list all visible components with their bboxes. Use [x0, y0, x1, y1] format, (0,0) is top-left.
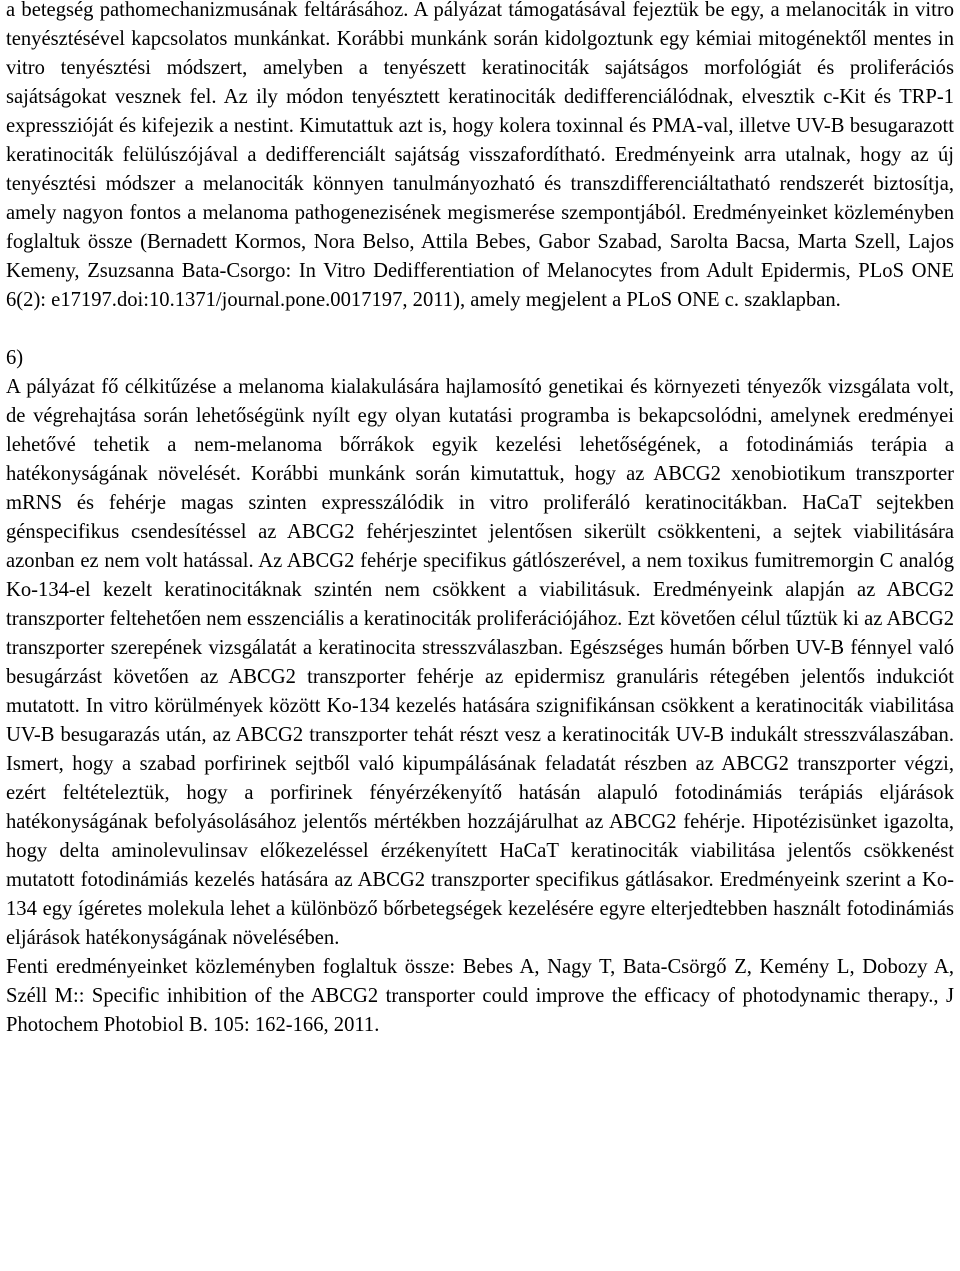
- section-number: 6): [6, 347, 24, 369]
- paragraph-melanocyte-culture: a betegség pathomechanizmusának feltárásához. A pályázat támogatásával fejeztük be egy, a melanociták in vitro tenyésztésével kapcsolatos munkánkat. Korábbi munkánk során kidolgoztunk egy kémiai mitogénektől mentes in vitro tenyésztési módszert, amelyben a tenyészett keratinociták sajátságos morfológiát és proliferációs sajátságokat vesznek fel. Az ily módon tenyésztett keratinociták dedifferenciálódnak, elvesztik c-Kit és TRP-1 expresszióját és kifejezik a nestint. Kimutattuk azt is, hogy kolera toxinnal és PMA-val, illetve UV-B besugarazott keratinociták felülúszójával a dedifferenciált sajátság visszafordítható. Eredményeink arra utalnak, hogy az új tenyésztési módszer a melanociták könnyen tanulmányozható és transzdifferenciáltatható rendszerét biztosítja, amely nagyon fontos a melanoma pathogenezisének megismerése szempontjából. Eredményeinket közleményben foglaltuk össze (Bernadett Kormos, Nora Belso, Attila Bebes, Gabor Szabad, Sarolta Bacsa, Marta Szell, Lajos Kemeny, Zsuzsanna Bata-Csorgo: In Vitro Dedifferentiation of Melanocytes from Adult Epidermis, PLoS ONE 6(2): e17197.doi:10.1371/journal.pone.0017197, 2011), amely megjelent a PLoS ONE c. szaklapban.: [6, 0, 954, 311]
- paragraph-publication-reference: Fenti eredményeinket közleményben foglaltuk össze: Bebes A, Nagy T, Bata-Csörgő Z, Kemény L, Dobozy A, Széll M:: Specific inhibition of the ABCG2 transporter could improve the efficacy of photodynamic therapy., J Photochem Photobiol B. 105: 162-166, 2011.: [6, 956, 954, 1036]
- paragraph-abcg2-transporter: A pályázat fő célkitűzése a melanoma kialakulására hajlamosító genetikai és környezeti tényezők vizsgálata volt, de végrehajtása során lehetőségünk nyílt egy olyan kutatási programba is bekapcsolódni, amelynek eredményei lehetővé tehetik a nem-melanoma bőrrákok egyik kezelési lehetőségének, a fotodinámiás terápia a hatékonyságának növelését. Korábbi munkánk során kimutattuk, hogy az ABCG2 xenobiotikum transzporter mRNS és fehérje magas szinten expresszálódik in vitro proliferáló keratinocitákban. HaCaT sejtekben génspecifikus csendesítéssel az ABCG2 fehérjeszintet jelentősen sikerült csökkenteni, a sejtek viabilitására azonban ez nem volt hatással. Az ABCG2 fehérje specifikus gátlószerével, a nem toxikus fumitremorgin C analóg Ko-134-el kezelt keratinocitáknak szintén nem csökkent a viabilitásuk. Eredményeink alapján az ABCG2 transzporter feltehetően nem esszenciális a keratinociták proliferációjához. Ezt követően célul tűztük ki az ABCG2 transzporter szerepének vizsgálatát a keratinocita stresszválaszban. Egészséges humán bőrben UV-B fénnyel való besugárzást követően az ABCG2 transzporter fehérje az epidermisz granuláris rétegében jelentős indukciót mutatott. In vitro körülmények között Ko-134 kezelés hatására szignifikánsan csökkent a keratinociták viabilitása UV-B besugarazás után, az ABCG2 transzporter tehát részt vesz a keratinociták UV-B indukált stresszválaszában. Ismert, hogy a szabad porfirinek sejtből való kipumpálásának feladatát részben az ABCG2 transzporter végzi, ezért feltételeztük, hogy a porfirinek fényérzékenyítő hatásán alapuló fotodinámiás terápiás eljárások hatékonyságának befolyásolásához jelentős mértékben hozzájárulhat az ABCG2 fehérje. Hipotézisünket igazolta, hogy delta aminolevulinsav előkezeléssel érzékenyített HaCaT keratinociták viabilitása jelentős csökkenést mutatott fotodinámiás kezelés hatására az ABCG2 transzporter specifikus gátlásakor. Eredményeink szerint a Ko-134 egy ígéretes molekula lehet a különböző bőrbetegségek kezelésére egyre elterjedtebben használt fotodinámiás eljárások hatékonyságának növelésében.: [6, 376, 954, 949]
- document-page: [6, 0, 954, 1040]
